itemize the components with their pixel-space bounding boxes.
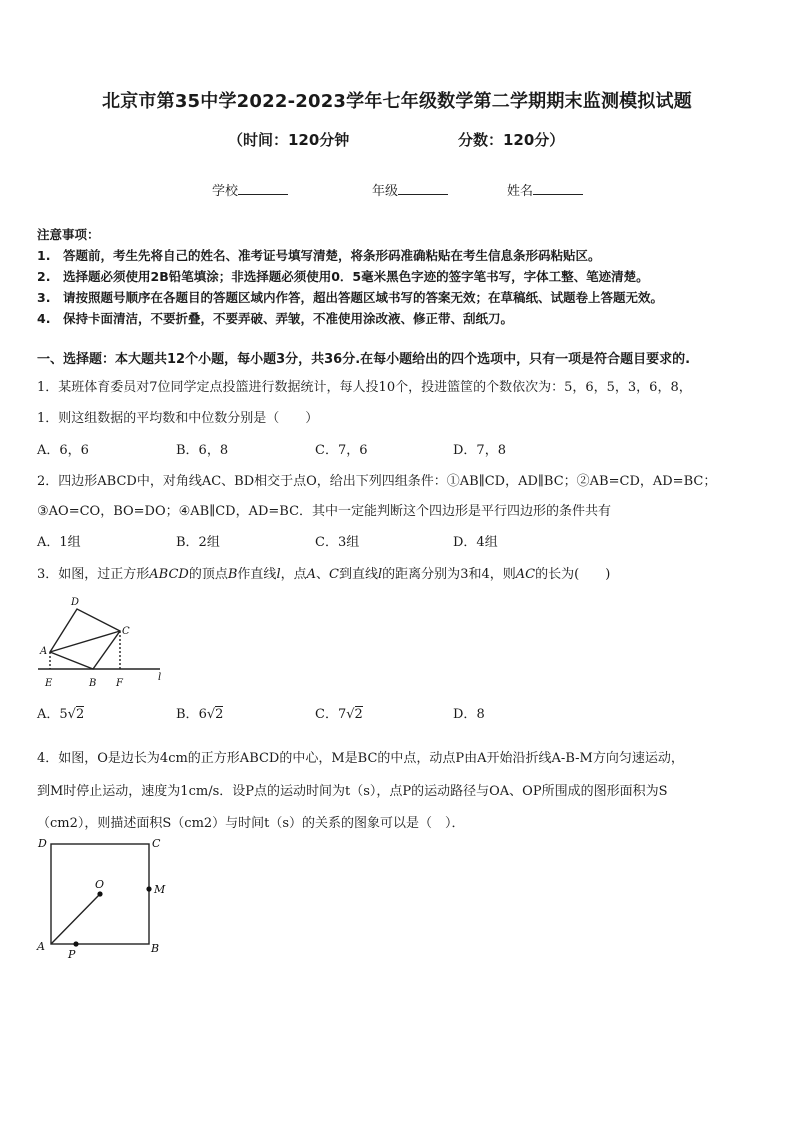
q4-stem-line3: （cm2），则描述面积S（cm2）与时间t（s）的关系的图象可以是（ ）．: [37, 816, 465, 831]
q4-stem-line1: 4．如图，O是边长为4cm的正方形ABCD的中心，M是BC的中点，动点P由A开始沿折线A-B-M方向匀速运动，: [37, 751, 684, 766]
label-e: E: [45, 678, 53, 688]
label-d: D: [71, 597, 80, 608]
q3-option-b: B．6√2: [176, 707, 224, 722]
point-m: [146, 886, 151, 891]
q1-stem-line2: 1．则这组数据的平均数和中位数分别是（ ）: [37, 411, 319, 426]
exam-score: 分数：120分）: [458, 131, 565, 149]
section-heading: 一、选择题：本大题共12个小题，每小题3分，共36分.在每小题给出的四个选项中，只有一项是符合题目要求的.: [37, 352, 691, 367]
label-a: A: [40, 646, 48, 657]
note-item: 4. 保持卡面清洁，不要折叠，不要弄破、弄皱，不准使用涂改液、修正带、刮纸刀。: [37, 311, 514, 326]
label-p: P: [68, 948, 76, 961]
name-blank: [533, 182, 583, 195]
notes-title: 注意事项：: [37, 227, 100, 242]
note-item: 1. 答题前，考生先将自己的姓名、准考证号填写清楚，将条形码准确粘贴在考生信息条形码粘贴区。: [37, 248, 601, 263]
label-c: C: [152, 837, 161, 850]
q2-option-b: B．2组: [176, 535, 220, 550]
q2-stem-line1: 2．四边形ABCD中，对角线AC、BD相交于点O，给出下列四组条件：①AB∥CD，AD∥BC；②AB=CD，AD=BC；: [37, 474, 717, 489]
q3-option-d: D．8: [453, 707, 485, 722]
label-o: O: [95, 878, 105, 891]
sqrt-icon: √: [206, 707, 216, 722]
q1-stem-line1: 1．某班体育委员对7位同学定点投篮进行数据统计，每人投10个，投进篮筐的个数依次为：5，6，5，3，6，8，: [37, 380, 692, 395]
label-l: l: [158, 672, 162, 683]
q4-square-diagram: [34, 834, 174, 962]
exam-time: （时间：120分钟: [228, 131, 350, 149]
grade-label: 年级: [372, 184, 399, 199]
label-b: B: [151, 942, 160, 955]
school-label: 学校: [212, 184, 239, 199]
q3-option-a: A．5√2: [37, 707, 85, 722]
square-abcd: [50, 609, 120, 669]
note-item: 2. 选择题必须使用2B铅笔填涂；非选择题必须使用0．5毫米黑色字迹的签字笔书写，字体工整、笔迹清楚。: [37, 269, 649, 284]
q1-option-a: A．6，6: [37, 443, 89, 458]
label-m: M: [154, 883, 166, 896]
q2-option-c: C．3组: [315, 535, 360, 550]
point-p: [73, 941, 78, 946]
q4-stem-line2: 到M时停止运动，速度为1cm/s．设P点的运动时间为t（s），点P的运动路径与OA、OP所围成的图形面积为S: [37, 784, 668, 799]
sqrt-icon: √: [346, 707, 355, 722]
q3-stem: 3．如图，过正方形ABCD的顶点B作直线l，点A、C到直线l的距离分别为3和4，则AC的长为( ): [37, 567, 611, 582]
label-c: C: [122, 626, 130, 637]
segment-oa: [51, 894, 100, 944]
note-item: 3. 请按照题号顺序在各题目的答题区域内作答，超出答题区域书写的答案无效；在草稿纸、试题卷上答题无效。: [37, 290, 664, 305]
point-o: [97, 891, 102, 896]
q3-square-diagram: [36, 592, 170, 688]
q1-option-c: C．7，6: [315, 443, 368, 458]
name-field: [507, 180, 583, 199]
q2-stem-line2: ③AO=CO，BO=DO；④AB∥CD，AD=BC．其中一定能判断这个四边形是平行四边形的条件共有: [37, 504, 612, 519]
page-title: 北京市第35中学2022-2023学年七年级数学第二学期期末监测模拟试题: [102, 91, 692, 112]
school-field: [212, 180, 288, 199]
q1-option-b: B．6，8: [176, 443, 229, 458]
label-f: F: [116, 678, 123, 688]
grade-field: [372, 180, 448, 199]
name-label: 姓名: [507, 184, 534, 199]
q3-option-c: C．7√2: [315, 707, 363, 722]
label-b: B: [89, 678, 97, 688]
q1-option-d: D．7，8: [453, 443, 506, 458]
q2-option-d: D．4组: [453, 535, 498, 550]
sqrt-icon: √: [67, 707, 76, 722]
school-blank: [238, 182, 288, 195]
grade-blank: [398, 182, 448, 195]
label-d: D: [38, 837, 47, 850]
q2-option-a: A．1组: [37, 535, 81, 550]
label-a: A: [37, 940, 45, 953]
